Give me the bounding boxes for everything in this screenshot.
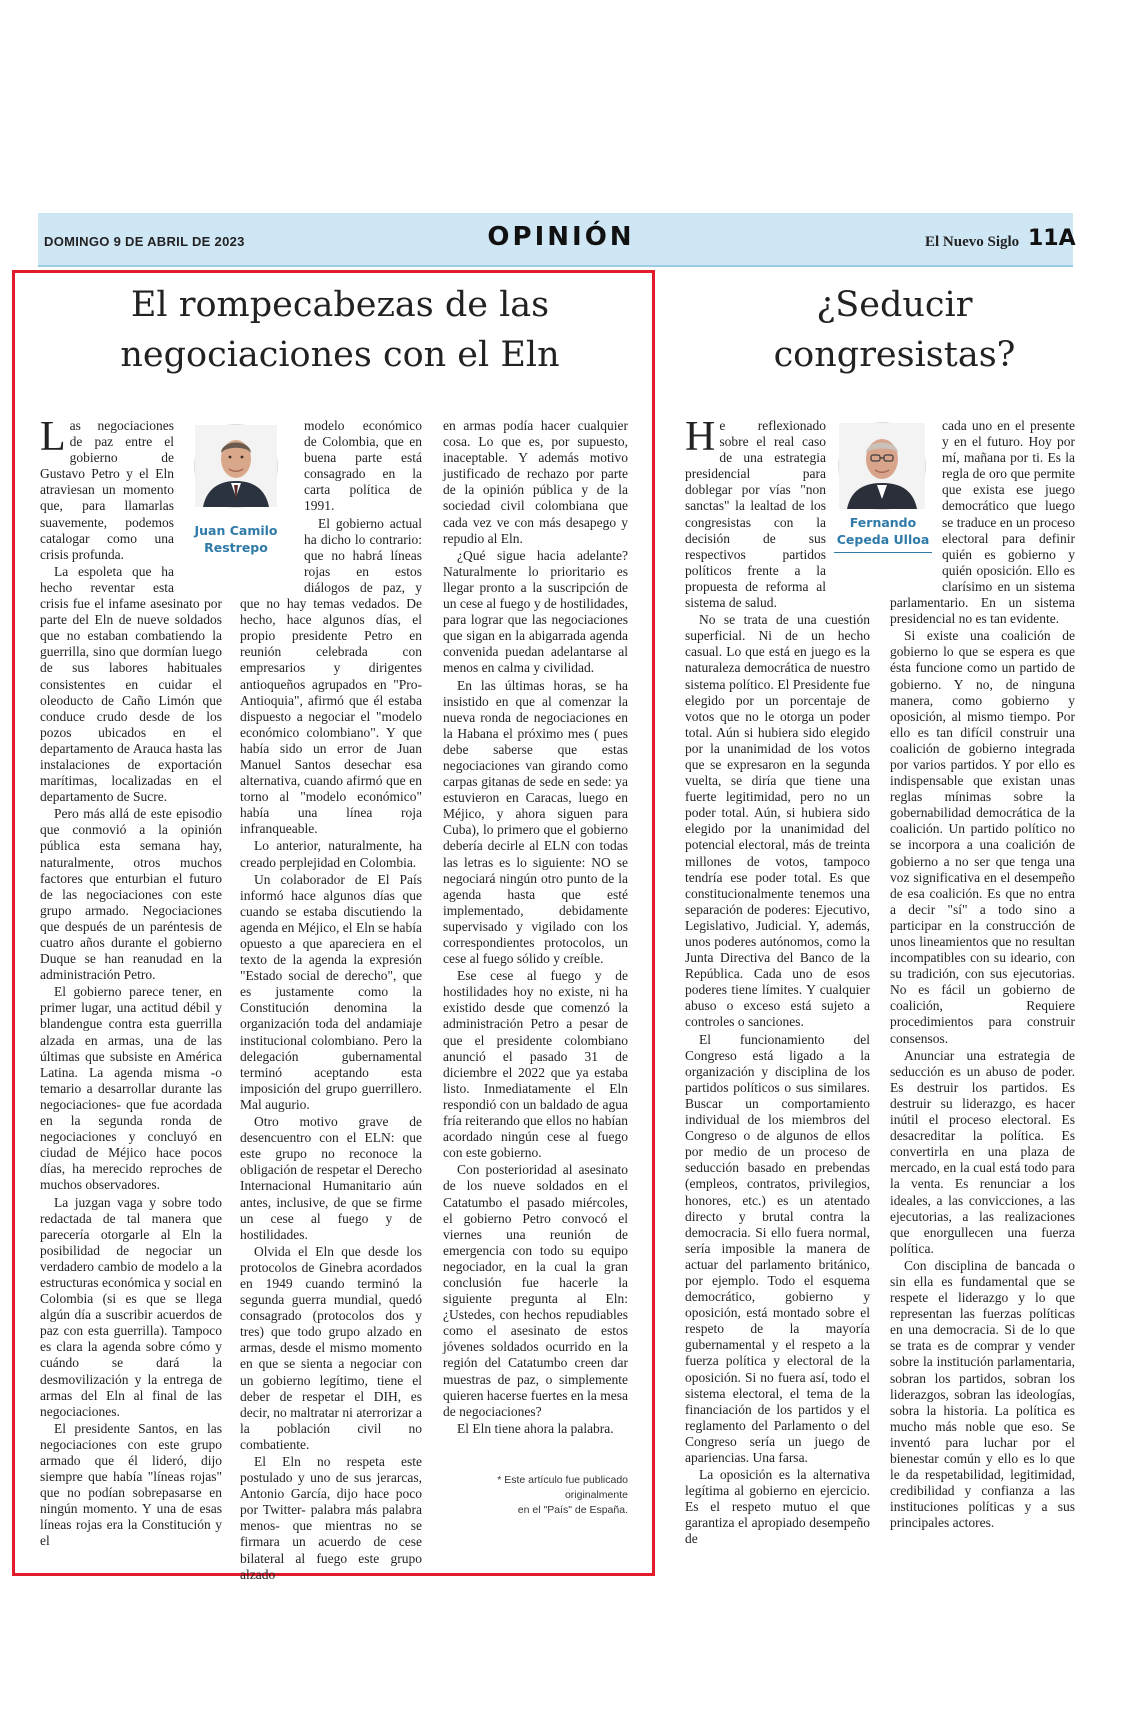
page-number: 11A [1028, 226, 1076, 251]
paragraph: Otro motivo grave de desencuentro con el ELN: que este grupo no reconoce la obligación de respetar el Derecho Internacional Humanitario aún antes, inclusive, de que se firme un cese al fuego y de hostilidades. [240, 1114, 422, 1242]
photo-wrap-spacer [240, 418, 304, 586]
paragraph: en armas podía hacer cualquier cosa. Lo que es, por supuesto, inaceptable. Y además motivo justificado de rechazo por parte de la opinión pública y de la sociedad civil colombiana que cada vez ve con más desapego y repudio al Eln. [443, 418, 628, 546]
dropcap: H [685, 414, 716, 460]
paragraph: Con posterioridad al asesinato de los nueve soldados en el Catatumbo el pasado miércoles, el gobierno Petro convocó el viernes una reunión de emergencia con todo su equipo negociador, en la cual la gran conclusión fue hacerle la siguiente pregunta al Eln: ¿Ustedes, con hechos repudiables como el asesinato de estos jóvenes soldados ocurrido en la región del Catatumbo creen dar muestras de paz, o simplemente quieren hacerse fuertes en la mesa de negociaciones? [443, 1162, 628, 1419]
author-first-name: Juan Camilo [194, 523, 278, 538]
paragraph: Anunciar una estrategia de seducción es un abuso de poder. Es destruir los partidos. Es destruir su liderazgo, es hacer inútil el proceso electoral. Es desacreditar la política. Es convertirla en una plaza de mercado, en la cual está todo para la venta. Es renunciar a los ideales, a las convicciones, a las ejecutorias, a las realizaciones que enorgullecen una fuerza política. [890, 1047, 1075, 1256]
article-right-headline [722, 280, 1067, 380]
photo-wrap-spacer [890, 418, 942, 586]
paragraph: El presidente Santos, en las negociaciones con este grupo armado que él lideró, dijo siempre que había "líneas rojas" que no podían sobrepasarse en ningún momento. Y una de esas líneas rojas era la Constitución y el [40, 1420, 222, 1549]
dropcap: L [40, 414, 66, 460]
author-last-name: Cepeda Ulloa [836, 532, 930, 547]
paragraph: La oposición es la alternativa legítima al gobierno en ejercicio. Es el respeto mutuo el que garantiza el apropiado desempeño de [685, 1467, 870, 1547]
paragraph: Pero más allá de este episodio que conmovió a la opinión pública esta semana hay, naturalmente, otros muchos factores que enturbian el futuro de las negociaciones con este grupo armado. Negociaciones que después de un paréntesis de cuatro años durante el gobierno Duque se han reanudad en la administración Petro. [40, 806, 222, 983]
photo-wrap-spacer [826, 418, 870, 586]
paragraph: El Eln no respeta este postulado y uno de sus jerarcas, Antonio García, dijo hace poco por Twitter- palabra más palabra menos- que mientras no se firmara un acuerdo de cese bilateral al fuego este grupo alzado [240, 1454, 422, 1582]
article-left-column-2 [240, 418, 422, 1582]
photo-wrap-spacer [174, 418, 222, 586]
paragraph: Un colaborador de El País informó hace algunos días que cuando se estaba discutiendo la agenda en Méjico, el Eln se había opuesto a que apareciera en el texto de la agenda la expresión "Estado social de derecho", que es justamente como la Constitución denomina la organización toda del andamiaje institucional colombiano. Pero la delegación gubernamental terminó aceptando esta imposición del grupo guerrillero. Mal augurio. [240, 871, 422, 1112]
paragraph-text: e reflexionado sobre el real caso de una estrategia presidencial para doblegar por vías "non sanctas" la lealtad de los congresistas con la decisión de sus respectivos partidos políticos frente a la propuesta de reforma al sistema de salud. [685, 418, 826, 611]
footnote-line-2: en el "País" de España. [517, 1504, 628, 1516]
paragraph: No se trata de una cuestión superficial. Ni de un hecho casual. Lo que está en juego es la naturaleza democrática de nuestro sistema político. El Presidente fue elegido por un porcentaje de votos que no le otorga un poder total. Aún si hubiera sido elegido por la unanimidad de los votos que se expresaron en la segunda vuelta, se diría que tiene una fuerte legitimidad, pero no un poder total. Aún, si hubiera sido elegido por la unanimidad del potencial electoral, más de treinta millones de votos, tampoco tendría ese poder total. Es que constitucionalmente tenemos una separación de poderes: Ejecutivo, Legislativo, Judicial. Y, además, unos poderes autónomos, como la Junta Directiva del Banco de la República. Cada uno de esos poderes tiene límites. Y cualquier abuso o exceso está sujeto a controles o sanciones. [685, 612, 870, 1030]
paragraph-text: as negociaciones de paz entre el gobierno de Gustavo Petro y el Eln atraviesan un momento que, para llamarlas suavemente, podemos catalogar como una crisis profunda. [40, 418, 174, 562]
paragraph: Olvida el Eln que desde los protocolos de Ginebra acordados en 1949 cuando terminó la segunda guerra mundial, quedó consagrado (protocolos dos y tres) que todo grupo alzado en armas, desde el mismo momento en que se sienta a negociar con un gobierno legítimo, tiene el deber de respetar el DIH, es decir, no maltratar ni aterrorizar a la población civil no combatiente. [240, 1243, 422, 1452]
paragraph: El gobierno parece tener, en primer lugar, una actitud débil y blandengue contra esta guerrilla alzada en armas, una de las últimas que subsiste en América Latina. La agenda misma -o temario a desarrollar durante las negociaciones- que fue acordada en la segunda ronda de negociaciones y concluyó en ciudad de Méjico hace pocos días, ha merecido reproches de muchos observadores. [40, 984, 222, 1193]
footnote-line-1: * Este artículo fue publicado originalmente [497, 1474, 628, 1501]
section-title: OPINIÓN [487, 222, 635, 252]
paragraph: El funcionamiento del Congreso está ligado a la organización y disciplina de los partidos políticos o sus similares. Buscar un comportamiento individual de los miembros del Congreso o de algunos de ellos por medio de un proceso de seducción basado en prebendas (empleos, contratos, privilegios, honores, etc.) es un atentado directo y brutal contra la democracia. Si ello fuera normal, sería imposible la manera de actuar del parlamento británico, por ejemplo. Todo el esquema democrático, gobierno y oposición, está montado sobre el respeto de la mayoría gubernamental y el respeto a la fuerza política y electoral de la oposición. Si no fuera así, todo el sistema electoral, el tema de la financiación de los partidos y el reglamento del Parlamento o del Congreso sería un juego de apariencias. Una farsa. [685, 1031, 870, 1465]
paragraph: cada uno en el presente y en el futuro. Hoy por mí, mañana por ti. Es la regla de oro que permite que exista ese juego democrático que luego se traduce en un proceso electoral para definir quién es gobierno y quién oposición. Ello es clarísimo en un sistema parlamentario. En un sistema presidencial no es tan evidente. [890, 418, 1075, 627]
author-first-name: Fernando [849, 515, 917, 530]
newspaper-brand: El Nuevo Siglo [925, 234, 1020, 250]
paragraph: La juzgan vaga y sobre todo redactada de tal manera que parecería otorgarle al Eln la posibilidad de negociar un verdadero cambio de modelo a la estructuras económica y social en Colombia (si es que se llega algún día a suscribir acuerdos de paz con esta guerrilla). Tampoco es clara la agenda sobre cómo y cuándo se dará la desmovilización y la entrega de armas del Eln al final de las negociaciones. [40, 1194, 222, 1419]
paragraph: El Eln tiene ahora la palabra. [457, 1420, 614, 1436]
headline-line-2: negociaciones con el Eln [120, 335, 560, 375]
article-right-column-2 [890, 418, 1075, 1531]
article-left-column-1 [40, 414, 222, 1549]
issue-date: DOMINGO 9 DE ABRIL DE 2023 [44, 234, 245, 249]
headline-line-1: El rompecabezas de las [130, 285, 550, 325]
paragraph: modelo económico de Colombia, que en buena parte está consagrado en la carta política de 1991. [304, 418, 422, 514]
paragraph: En las últimas horas, se ha insistido en que al comenzar la nueva ronda de negociaciones en la Habana el próximo mes ( pues debe saberse que estas negociaciones van girando como carpas gitanas de sede en sede: ya estuvieron en Caracas, luego en Méjico, y ahora siguen para Cuba), lo primero que el gobierno debería decirle al ELN con todas las letras es lo siguiente: NO se negociará ningún otro punto de la agenda hasta que esté implementado, debidamente supervisado y vigilado con los correspondientes protocolos, un cese al fuego sólido y creíble. [443, 677, 628, 967]
paragraph: Lo anterior, naturalmente, ha creado perplejidad en Colombia. [240, 838, 422, 870]
author-last-name: Restrepo [204, 540, 268, 555]
paragraph: ¿Qué sigue hacia adelante? Naturalmente lo prioritario es llegar pronto a la suscripción de un cese al fuego y de hostilidades, para lograr que las negociaciones que sigan en la abigarrada agenda convenida puedan adelantarse al menos en calma y civilidad. [443, 547, 628, 676]
article-left-headline [30, 280, 650, 380]
article-footnote [440, 1473, 628, 1518]
paragraph: Si existe una coalición de gobierno lo que se espera es que ésta funcione como un partido de gobierno. Y no, de ninguna manera, como gobierno y oposición, al mismo tiempo. Por ello es tan difícil construir una coalición de gobierno integrada por varios partidos. Y por ello es indispensable que existan unas reglas mínimas sobre la gobernabilidad democrática de la coalición. Un partido político no se incorpora a una coalición de gobierno a no ser que tenga una voz significativa en el desempeño de esa coalición. Es que no entra a decir "sí" a todo sino a participar en la construcción de unos lineamientos que no resultan incompatibles con su ideario, con su tradición, con sus ejecutorias. No es fácil un gobierno de coalición, Requiere procedimientos para construir consensos. [890, 628, 1075, 1046]
paragraph: El gobierno actual ha dicho lo contrario: que no habrá líneas rojas en estos diálogos de paz, y que no hay temas vedados. De hecho, hace algunos días, el propio presidente Petro en reunión celebrada con empresarios y dirigentes antioqueños agrupados en "Pro-Antioquia", afirmó que él estaba dispuesto a negociar el "modelo económico colombiano". Y que había sido un error de Juan Manuel Santos desechar esa alternativa, cuando afirmó que en torno al "modelo económico" había una línea roja infranqueable. [240, 515, 422, 837]
paragraph: La espoleta que ha hecho reventar esta crisis fue el infame asesinato por parte del Eln de nueve soldados que no estaban combatiendo la guerrilla, sino que dormían luego de sus labores habituales consistentes en cuidar el oleoducto de Caño Limón que conduce crudo desde de los pozos ubicados en el departamento de Arauca hasta las instalaciones de exportación marítimas, localizadas en el departamento de Sucre. [40, 563, 222, 805]
article-left-column-3 [443, 418, 628, 1458]
headline-line-1: ¿Seducir [816, 285, 973, 325]
article-right-column-1 [685, 414, 870, 1547]
headline-line-2: congresistas? [773, 335, 1016, 375]
paragraph: Ese cese al fuego y de hostilidades hoy no existe, ni ha existido desde que comenzó la administración Petro a pesar de que el presidente colombiano anunció el pasado 31 de diciembre el 2022 que ya estaba listo. Inmediatamente el Eln respondió con un baldado de agua fría reiterando que ellos no habían acordado ningún cese al fuego con este gobierno. [443, 968, 628, 1161]
paragraph: Con disciplina de bancada o sin ella es fundamental que se respete el liderazgo y lo que representan las fuerzas políticas en una democracia. Si de lo que se trata es de comprar y vender sobre la institución parlamentaria, sobran los partidos, sobran los liderazgos, sobran las ideologías, sobra la historia. La política es mucho más noble que eso. Se inventó para luchar por el bienestar común y ello es lo que le da respetabilidad, legitimidad, credibilidad y confianza a las instituciones políticas y a sus principales actores. [890, 1257, 1075, 1531]
